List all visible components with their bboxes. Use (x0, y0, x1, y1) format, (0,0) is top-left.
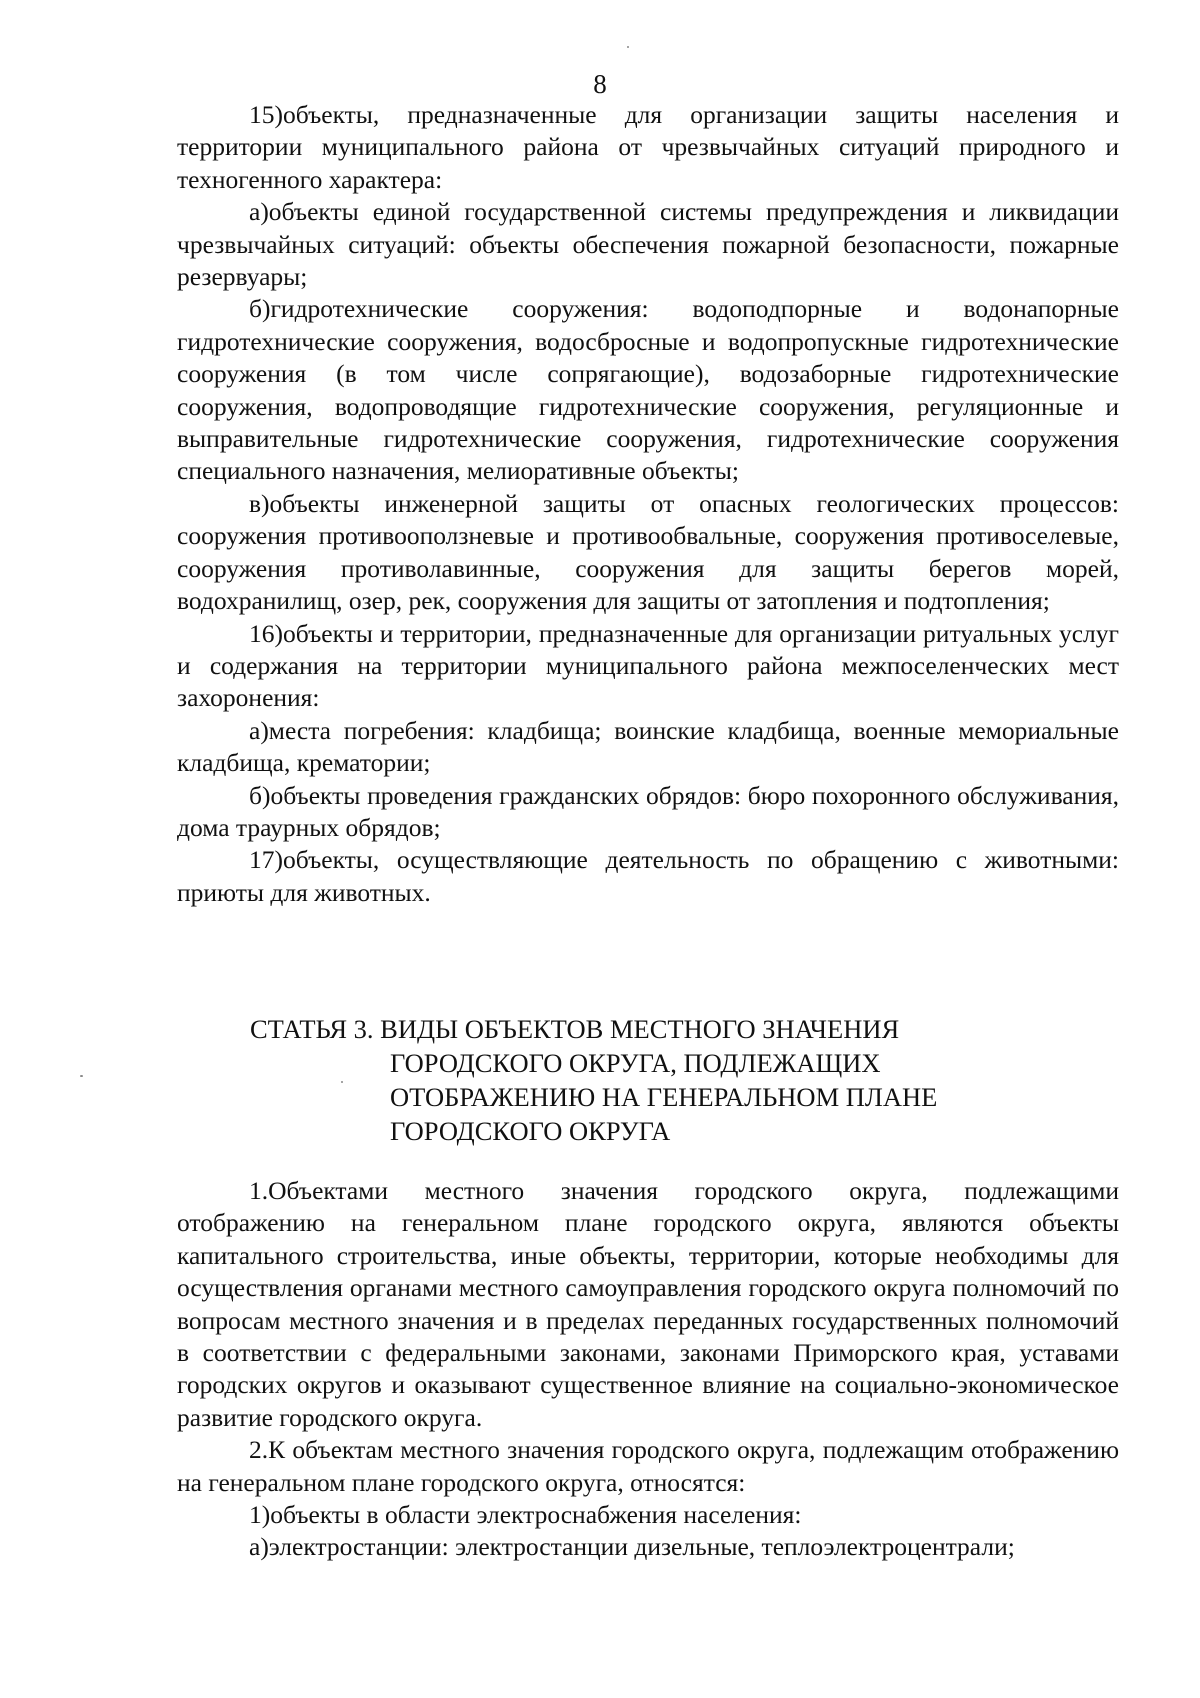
scan-speck (80, 1075, 83, 1077)
article-3-body (177, 1175, 1119, 1564)
paragraph-clause-1: 1.Объектами местного значения городского округа, подлежащими отображению на генеральном плане городского округа, являются объекты капитального строительства, иные объекты, территории, которые необходимы для осуществления органами местного самоуправления городского округа полномочий по вопросам местного значения и в пределах переданных государственных полномочий в соответствии с федеральными законами, законами Приморского края, уставами городских округов и оказывают существенное влияние на социально-экономическое развитие городского округа. (177, 1176, 1119, 1432)
paragraph-item-16b: б)объекты проведения гражданских обрядов: бюро похоронного обслуживания, дома траурных обрядов; (177, 780, 1119, 842)
heading-line: ГОРОДСКОГО ОКРУГА (390, 1116, 671, 1146)
paragraph-item-1a: а)электростанции: электростанции дизельные, теплоэлектроцентрали; (249, 1532, 1015, 1562)
paragraph-item-16a: а)места погребения: кладбища; воинские кладбища, военные мемориальные кладбища, крематории; (177, 715, 1119, 778)
paragraph-clause-2: 2.К объектам местного значения городского округа, подлежащим отображению на генеральном плане городского округа, относятся: (177, 1435, 1119, 1497)
scan-speck (341, 1081, 343, 1083)
paragraph-item-17: 17)объекты, осуществляющие деятельность по обращению с животными: приюты для животных. (177, 845, 1119, 907)
paragraph-item-15v: в)объекты инженерной защиты от опасных геологических процессов: сооружения противооползневые и противообвальные, сооружения противоселевые, сооружения противолавинные, сооружения для защиты берегов морей, водохранилищ, озер, рек, сооружения для защиты от затопления и подтопления; (177, 488, 1119, 616)
heading-line: ГОРОДСКОГО ОКРУГА, ПОДЛЕЖАЩИХ (390, 1048, 881, 1078)
article-3-heading (250, 1012, 1150, 1148)
heading-line: ОТОБРАЖЕНИЮ НА ГЕНЕРАЛЬНОМ ПЛАНЕ (390, 1082, 938, 1112)
paragraph-item-15: 15)объекты, предназначенные для организации защиты населения и территории муниципального района от чрезвычайных ситуаций природного и техногенного характера: (177, 100, 1119, 194)
paragraph-item-1: 1)объекты в области электроснабжения населения: (249, 1500, 802, 1530)
paragraph-item-15a: а)объекты единой государственной системы предупреждения и ликвидации чрезвычайных ситуаций: объекты обеспечения пожарной безопасности, пожарные резервуары; (177, 197, 1119, 292)
paragraph-item-15b: б)гидротехнические сооружения: водоподпорные и водонапорные гидротехнические сооружения, водосбросные и водопропускные гидротехнические сооружения (в том числе сопрягающие), водозаборные гидротехнические сооружения, водопроводящие гидротехнические сооружения, регуляционные и выправительные гидротехнические сооружения, гидротехнические сооружения специального назначения, мелиоративные объекты; (177, 294, 1119, 486)
scan-speck (627, 46, 629, 48)
article-2-continuation (177, 99, 1119, 909)
paragraph-item-16: 16)объекты и территории, предназначенные для организации ритуальных услуг и содержания на территории муниципального района межпоселенческих мест захоронения: (177, 618, 1119, 713)
page-number: 8 (593, 69, 607, 99)
heading-line: СТАТЬЯ 3. ВИДЫ ОБЪЕКТОВ МЕСТНОГО ЗНАЧЕНИЯ (250, 1014, 900, 1044)
